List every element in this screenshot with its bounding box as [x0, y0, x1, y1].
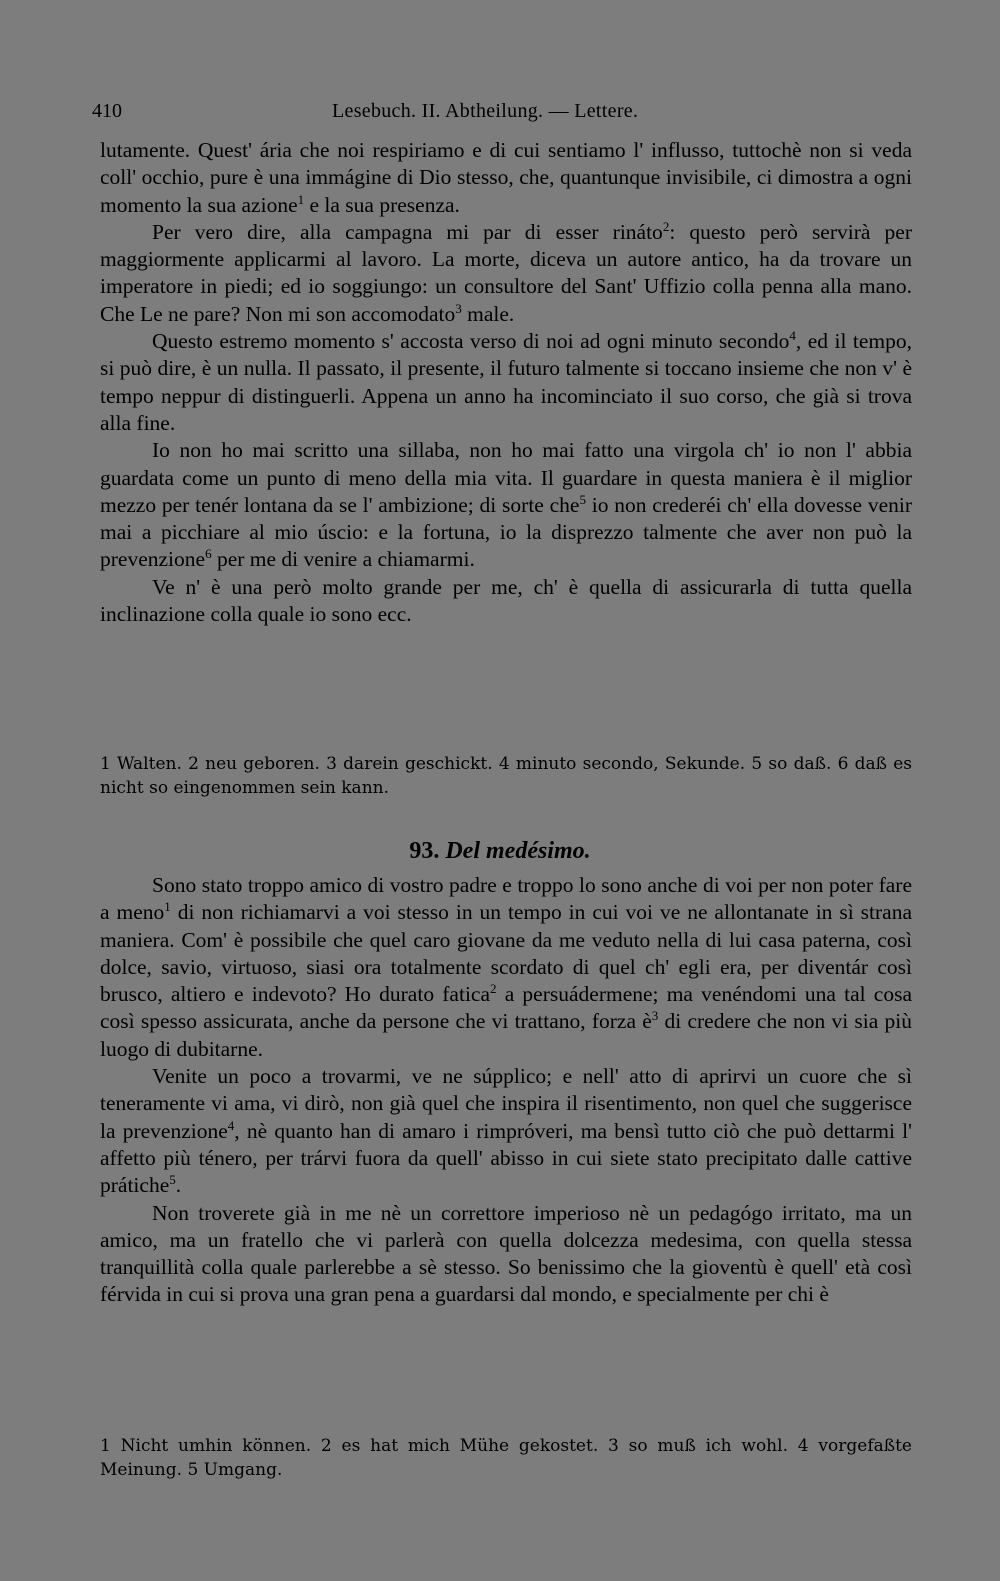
text-run: Io non ho mai scritto una sillaba, non ho mai fatto una virgola ch' io non l' abbia guardata come un punto di meno della mia vita. Il guardare in questa maniera è il miglior mezzo per tenér lontana da se l' ambizione; di sorte che	[100, 438, 912, 517]
text-run: di non richiamarvi a voi stesso in un tempo in cui voi ve ne allontanate in sì strana maniera. Com' è possibile che quel caro giovane da me veduto nella di lui casa paterna, così dolce, savio, virtuoso, siasi ora totalmente scordato di quel ch' egli era, per diventár così brusco, altiero e indevoto? Ho durato fatica	[100, 900, 912, 1007]
text-run: e la sua presenza.	[304, 192, 460, 217]
text-run: Per vero dire, alla campagna mi par di esser rináto	[152, 219, 663, 244]
footnote-marker: 5	[579, 491, 586, 507]
paragraph	[100, 1063, 912, 1199]
text-run: : questo però servirà per maggiormente applicarmi al lavoro. La morte, diceva un autore antico, ha da trovare un imperatore in piedi; ed io soggiungo: un consultore del Sant' Uffizio colla penna alla mano. Che Le ne pare? Non mi son accomodato	[100, 219, 912, 326]
running-title: Lesebuch. II. Abtheilung. — Lettere.	[332, 100, 639, 122]
section-heading	[0, 838, 1000, 865]
page-number: 410	[92, 100, 122, 122]
paragraph	[100, 574, 912, 629]
footnote-marker: 2	[490, 981, 497, 997]
text-run: Non troverete già in me nè un correttore imperioso nè un pedagógo irritato, ma un amico, ma un fratello che vi parlerà con quella dolcezza medesima, con quella stessa tranquillità colla quale parlerebbe a sè stesso. So benissimo che la gioventù è quell' età così férvida in cui si prova una gran pena a guardarsi dal mondo, e specialmente per chi è	[100, 1200, 912, 1307]
text-run: Questo estremo momento s' accosta verso di noi ad ogni minuto secondo	[152, 329, 790, 354]
footnote-marker: 6	[205, 546, 212, 562]
text-run: , nè quanto han di amaro i rimpróveri, ma bensì tutto ciò che può dettarmi l' affetto più ténero, per trárvi fuora da quell' abisso in cui siete stato precipitato dalle cattive prátiche	[100, 1118, 912, 1198]
text-run: io non crederéi ch' ella dovesse venir mai a picchiare al mio úscio: e la fortuna, io la disprezzo talmente che aver non può la prevenzione	[100, 492, 912, 572]
paragraph	[100, 437, 912, 573]
footnotes-section-2: 1 Nicht umhin können. 2 es hat mich Mühe gekostet. 3 so muß ich wohl. 4 vorgefaßte Meinung. 5 Umgang.	[100, 1436, 912, 1480]
footnote-marker: 1	[297, 191, 305, 207]
text-run: di credere che non vi sia più luogo di dubitarne.	[100, 1009, 912, 1061]
text-run: male.	[461, 301, 515, 326]
paragraph	[100, 137, 912, 219]
text-run: per me di venire a chiamarmi.	[211, 547, 475, 572]
footnote-marker: 5	[169, 1172, 176, 1188]
footnotes-section-1: 1 Walten. 2 neu geboren. 3 darein geschickt. 4 minuto secondo, Sekunde. 5 so daß. 6 daß es nicht so eingenommen sein kann.	[100, 754, 912, 798]
text-run: .	[175, 1173, 182, 1198]
text-run: Venite un poco a trovarmi, ve ne súpplico; e nell' atto di aprirvi un cuore che sì teneramente vi ama, vi dirò, non già quel che inspira il risentimento, non quel che suggerisce la prevenzione	[100, 1064, 912, 1143]
footnote-marker: 3	[651, 1008, 659, 1024]
text-run: , ed il tempo, si può dire, è un nulla. Il passato, il presente, il futuro talmente si toccano insieme che non v' è tempo neppur di distinguerli. Appena un anno ha incominciato il suo corso, che già si trova alla fine.	[100, 329, 912, 435]
footnote-marker: 2	[662, 218, 670, 234]
footnote-marker: 3	[455, 300, 462, 316]
paragraph	[100, 872, 912, 1063]
paragraph	[100, 1200, 912, 1309]
letter-92-body	[100, 137, 912, 628]
text-run: lutamente. Quest' ária che noi respiriamo e di cui sentiamo l' influsso, tuttochè non si veda coll' occhio, pure è una immágine di Dio stesso, che, quantunque invisibile, ci dimostra a ogni momento la sua azione	[100, 138, 912, 217]
letter-93-body	[100, 872, 912, 1309]
section-number: 93.	[409, 838, 440, 864]
text-run: Sono stato troppo amico di vostro padre e troppo lo sono anche di voi per non poter fare a meno	[100, 873, 912, 925]
text-run: a persuádermene; ma venéndomi una tal cosa così spesso assicurata, anche da persone che vi trattano, forza è	[100, 982, 912, 1034]
section-title: Del medésimo.	[445, 838, 591, 864]
footnote-marker: 4	[227, 1117, 235, 1133]
paragraph	[100, 219, 912, 328]
footnote-marker: 1	[164, 899, 171, 915]
paragraph	[100, 328, 912, 437]
footnote-marker: 4	[789, 327, 796, 343]
text-run: Ve n' è una però molto grande per me, ch' è quella di assicurarla di tutta quella inclinazione colla quale io sono ecc.	[100, 574, 912, 627]
